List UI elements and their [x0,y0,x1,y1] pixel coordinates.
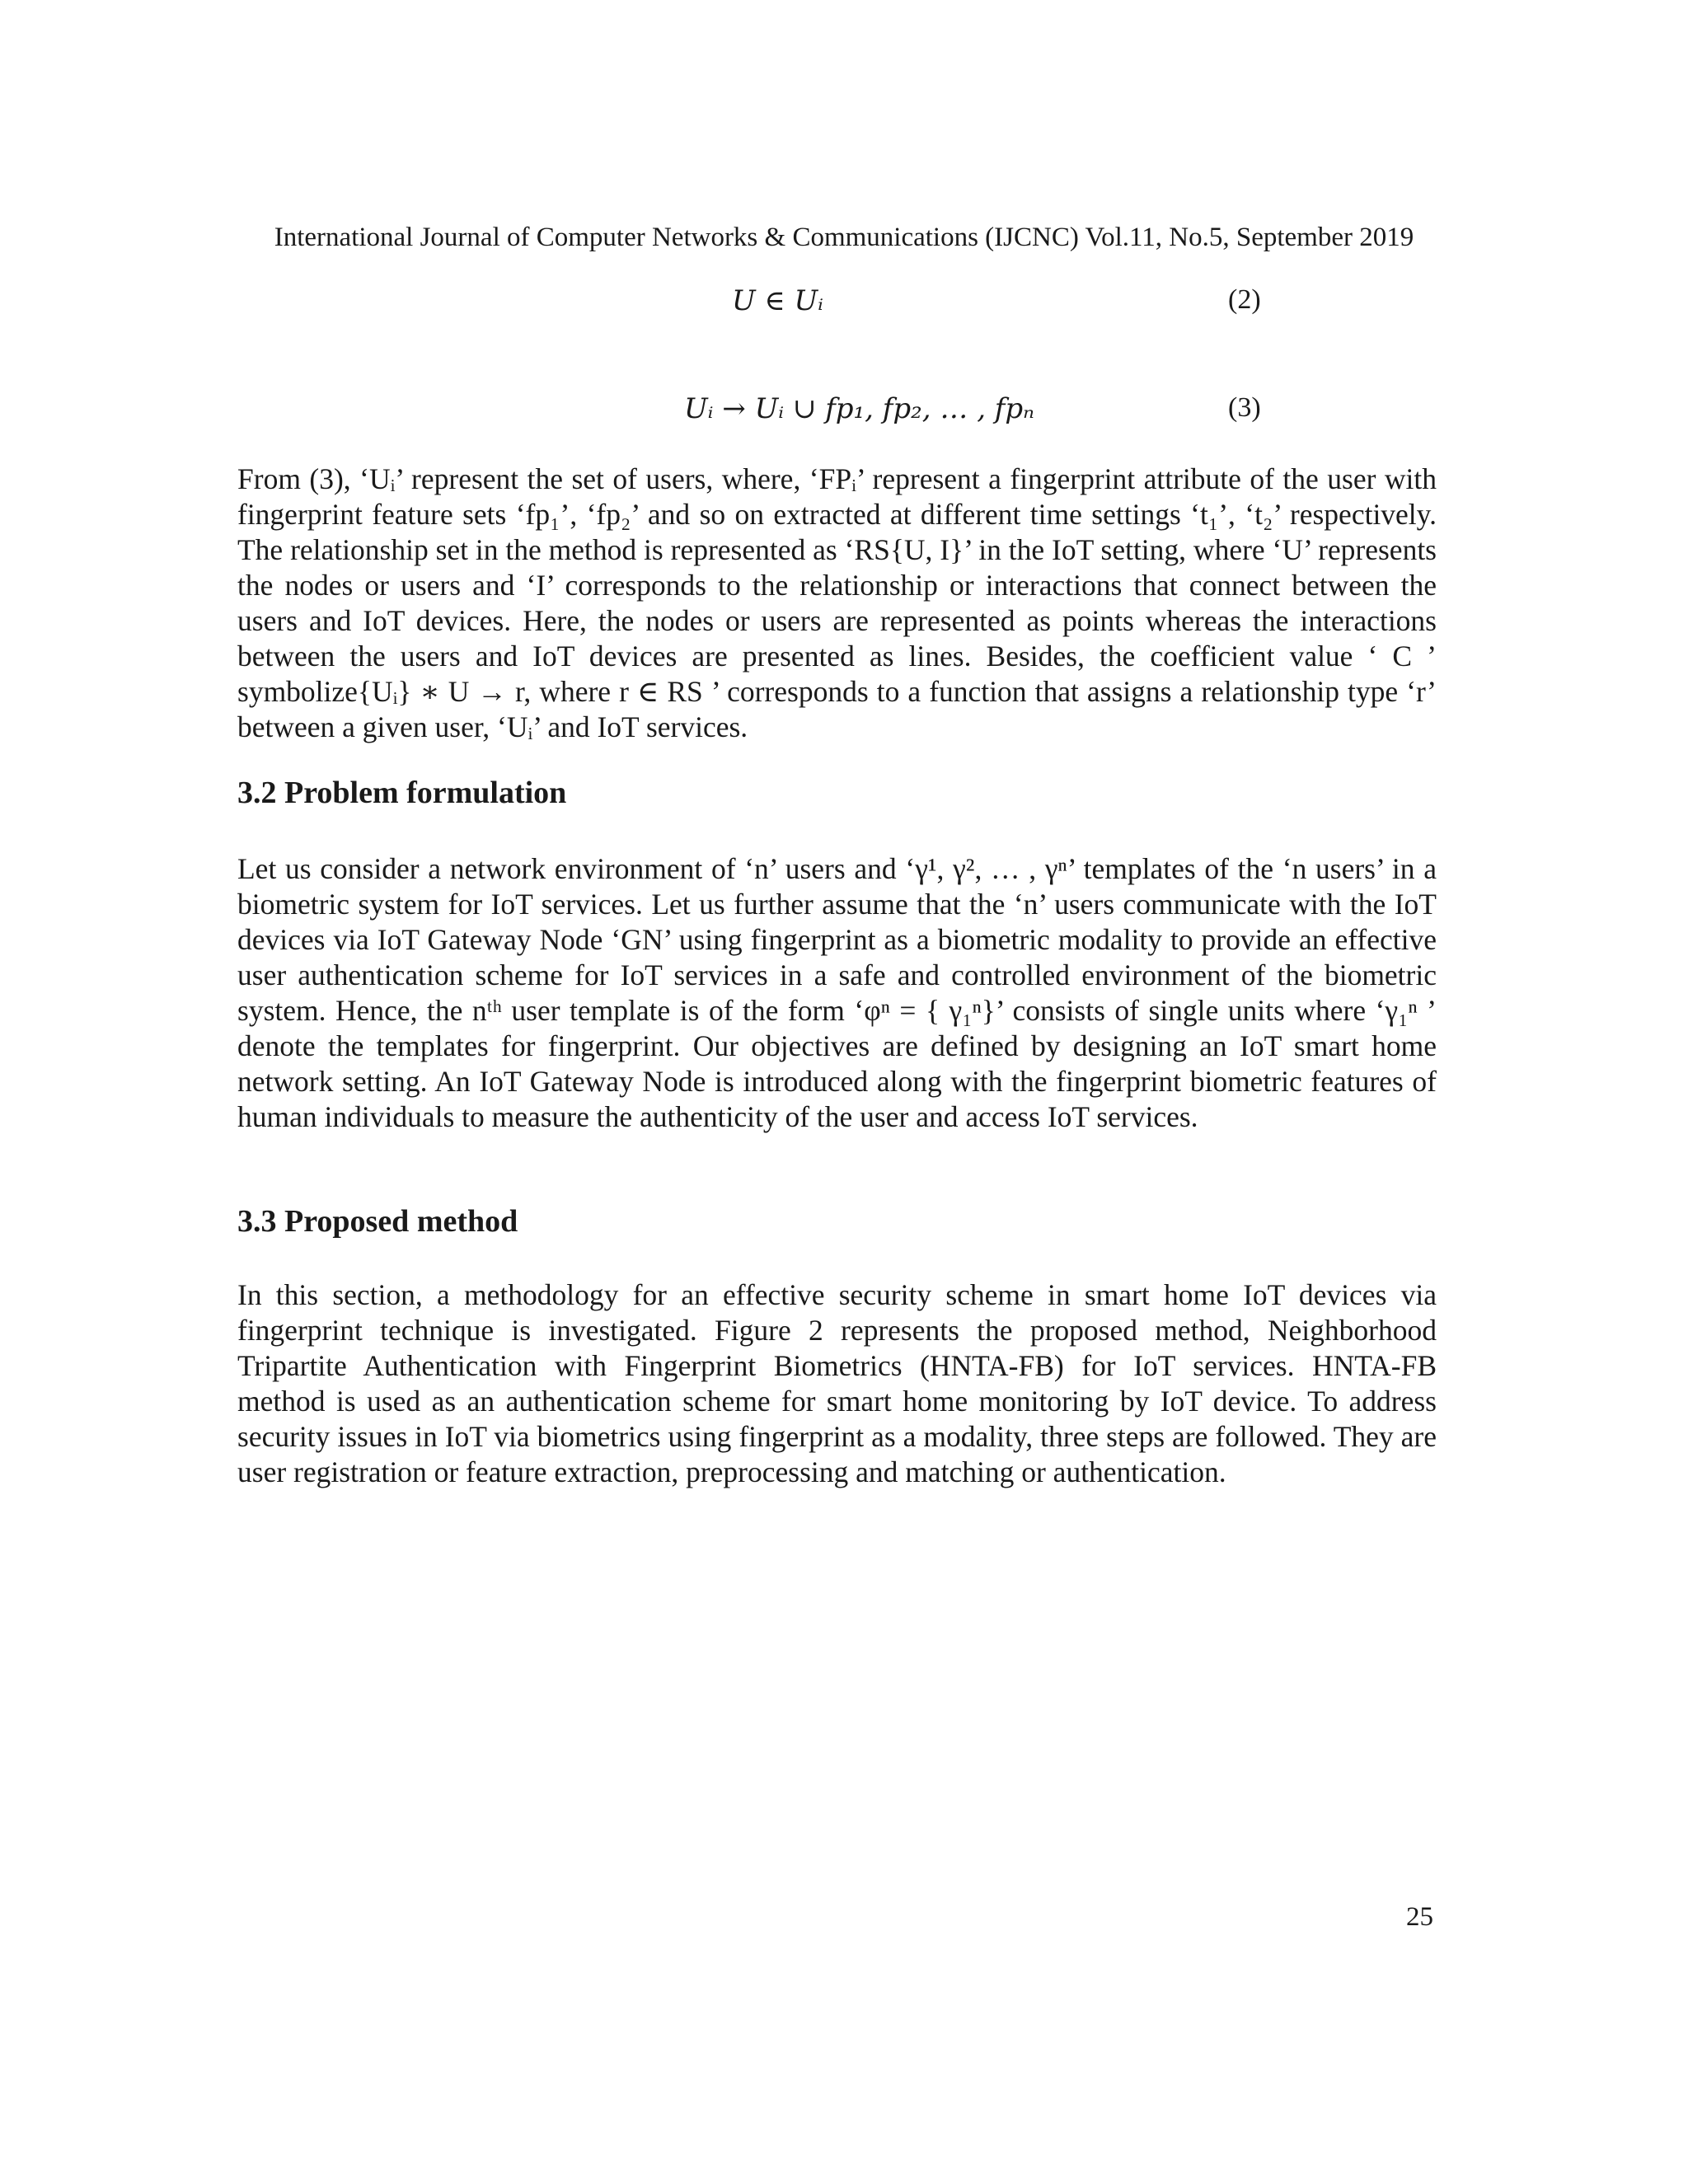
equation-3-number: (3) [1228,392,1261,423]
paragraph-relationship-set [237,462,1437,745]
paragraph-problem-formulation-text: Let us consider a network environment of ‘n’ users and ‘γ¹, γ², … , γⁿ’ templates of the ‘n users’ in a biometric system for IoT services. Let us further assume that the ‘n’ users communicate with the IoT devices via IoT Gateway Node ‘GN’ using fingerprint as a biometric modality to provide an effective user authentication scheme for IoT services in a safe and controlled environment of the biometric system. Hence, the nᵗʰ user template is of the form ‘φⁿ = { γ₁ⁿ}’ consists of single units where ‘γ₁ⁿ ’ denote the templates for fingerprint. Our objectives are defined by designing an IoT smart home network setting. An IoT Gateway Node is introduced along with the fingerprint biometric features of human individuals to measure the authenticity of the user and access IoT services. [237,852,1437,1133]
paragraph-proposed-method-text: In this section, a methodology for an effective security scheme in smart home IoT devices via fingerprint technique is investigated. Figure 2 represents the proposed method, Neighborhood Tripartite Authentication with Fingerprint Biometrics (HNTA-FB) for IoT services. HNTA-FB method is used as an authentication scheme for smart home monitoring by IoT device. To address security issues in IoT via biometrics using fingerprint as a modality, three steps are followed. They are user registration or feature extraction, preprocessing and matching or authentication. [237,1278,1437,1488]
section-heading-problem-formulation: 3.2 Problem formulation [237,776,567,810]
journal-header: International Journal of Computer Networks & Communications (IJCNC) Vol.11, No.5, September 2019 [274,223,1414,252]
section-heading-proposed-method: 3.3 Proposed method [237,1204,518,1239]
page-number: 25 [1406,1902,1433,1932]
paragraph-relationship-set-text: From (3), ‘Uᵢ’ represent the set of users, where, ‘FPᵢ’ represent a fingerprint attribute of the user with fingerprint feature sets ‘fp₁’, ‘fp₂’ and so on extracted at different time settings ‘t₁’, ‘t₂’ respectively. The relationship set in the method is represented as ‘RS{U, I}’ in the IoT setting, where ‘U’ represents the nodes or users and ‘I’ corresponds to the relationship or interactions that connect between the users and IoT devices. Here, the nodes or users are represented as points whereas the interactions between the users and IoT devices are presented as lines. Besides, the coefficient value ‘ C ’ symbolize{Uᵢ} ∗ U → r, where r ∈ RS ’ corresponds to a function that assigns a relationship type ‘r’ between a given user, ‘Uᵢ’ and IoT services. [237,462,1437,743]
equation-3-body: Uᵢ → Uᵢ ∪ fp₁, fp₂, … , fpₙ [684,392,1034,425]
equation-2-number: (2) [1228,284,1261,315]
equation-2-body: U ∈ Uᵢ [732,284,823,317]
paragraph-problem-formulation [237,851,1437,1135]
paragraph-proposed-method [237,1277,1437,1490]
equation-2 [0,284,1688,326]
equation-3 [0,392,1688,434]
